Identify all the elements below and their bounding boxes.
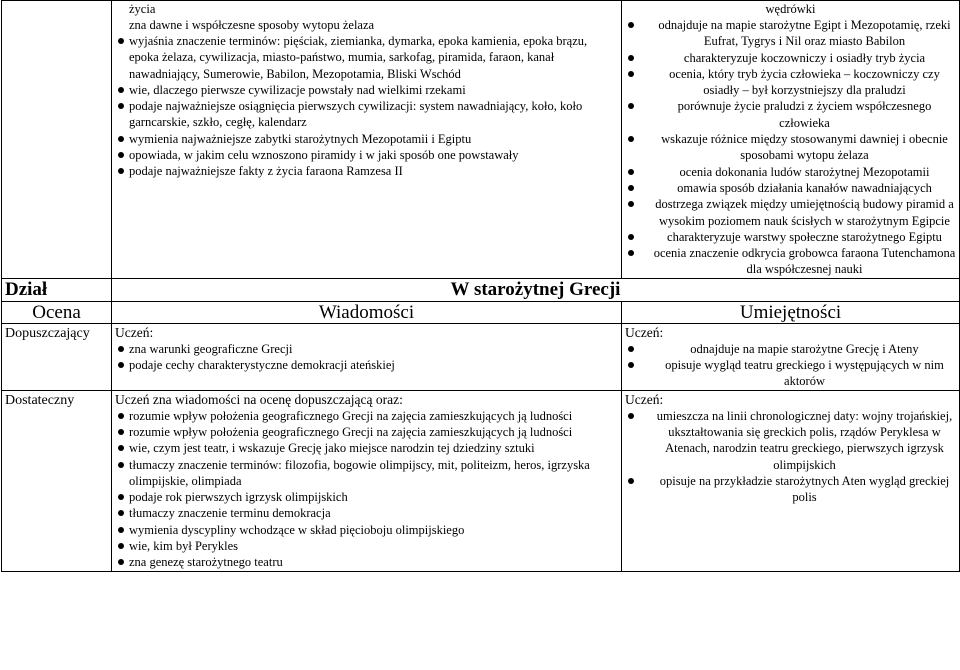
bullet-icon bbox=[628, 22, 634, 28]
continuation-label-cell bbox=[2, 1, 112, 279]
bullet-icon bbox=[118, 168, 124, 174]
section-row bbox=[2, 278, 960, 301]
lead-line: Uczeń zna wiadomości na ocenę dopuszczającą oraz: bbox=[115, 391, 403, 407]
list-item: wskazuje różnice między stosowanymi dawniej i obecnie sposobami wytopu żelaza bbox=[625, 131, 956, 164]
bullet-icon bbox=[118, 413, 124, 419]
requirements-table bbox=[1, 0, 960, 572]
lead-line: życia bbox=[129, 2, 156, 16]
list-item: ocenia dokonania ludów starożytnej Mezopotamii bbox=[625, 164, 956, 180]
bullet-icon bbox=[628, 413, 634, 419]
bullet-icon bbox=[628, 346, 634, 352]
bullet-icon bbox=[628, 71, 634, 77]
bullet-icon bbox=[118, 152, 124, 158]
bullet-icon bbox=[118, 462, 124, 468]
bullet-icon bbox=[118, 38, 124, 44]
list-item: podaje cechy charakterystyczne demokracji ateńskiej bbox=[115, 357, 618, 373]
lead-line: wędrówki bbox=[765, 2, 816, 16]
list-item: wymienia najważniejsze zabytki starożytnych Mezopotamii i Egiptu bbox=[115, 131, 618, 147]
bullet-icon bbox=[628, 478, 634, 484]
bullet-icon bbox=[118, 445, 124, 451]
grade-row-dopuszczajacy bbox=[2, 323, 960, 390]
grade-label: Dostateczny bbox=[2, 390, 112, 571]
list-item: charakteryzuje warstwy społeczne starożytnego Egiptu bbox=[625, 229, 956, 245]
list-item: zna warunki geograficzne Grecji bbox=[115, 341, 618, 357]
list-item: podaje najważniejsze osiągnięcia pierwszych cywilizacji: system nawadniający, koło, koło garncarskie, szkło, cegłę, kalendarz bbox=[115, 98, 618, 131]
list-item: odnajduje na mapie starożytne Egipt i Mezopotamię, rzeki Eufrat, Tygrys i Nil oraz miasto Babilon bbox=[625, 17, 956, 50]
bullet-icon bbox=[118, 543, 124, 549]
bullet-icon bbox=[118, 527, 124, 533]
list-item: omawia sposób działania kanałów nawadniających bbox=[625, 180, 956, 196]
list-item: tłumaczy znaczenie terminu demokracja bbox=[115, 505, 618, 521]
bullet-icon bbox=[628, 103, 634, 109]
list-item: opisuje na przykładzie starożytnych Aten wygląd greckiej polis bbox=[625, 473, 956, 506]
bullet-icon bbox=[118, 136, 124, 142]
list-item: wyjaśnia znaczenie terminów: pięściak, ziemianka, dymarka, epoka kamienia, epoka brązu, epoka żelaza, cywilizacja, miasto-państwo, mumia, sarkofag, piramida, faraon, kanał nawadniający, Sumerowie, Babilon, Mezopotamia, Bliski Wschód bbox=[115, 33, 618, 82]
bullet-icon bbox=[628, 234, 634, 240]
skills-cell bbox=[622, 323, 960, 390]
list-item: wie, czym jest teatr, i wskazuje Grecję jako miejsce narodzin tej dziedziny sztuki bbox=[115, 440, 618, 456]
list-item: umieszcza na linii chronologicznej daty: wojny trojańskiej, ukształtowania się greckich polis, rządów Peryklesa w Atenach, narodzin teatru greckiego, pierwszych igrzysk olimpijskich bbox=[625, 408, 956, 473]
continuation-row bbox=[2, 1, 960, 279]
list-item: odnajduje na mapie starożytne Grecję i Ateny bbox=[625, 341, 956, 357]
bullet-icon bbox=[118, 429, 124, 435]
bullet-icon bbox=[118, 559, 124, 565]
bullet-icon bbox=[118, 494, 124, 500]
list-item: dostrzega związek między umiejętnością budowy piramid a wysokim poziomem nauk ścisłych w starożytnym Egipcie bbox=[625, 196, 956, 229]
knowledge-cell bbox=[112, 323, 622, 390]
bullet-icon bbox=[118, 362, 124, 368]
bullet-icon bbox=[118, 87, 124, 93]
list-item: zna genezę starożytnego teatru bbox=[115, 554, 618, 570]
bullet-icon bbox=[118, 346, 124, 352]
header-row bbox=[2, 301, 960, 323]
section-title: W starożytnej Grecji bbox=[112, 278, 960, 301]
bullet-icon bbox=[628, 55, 634, 61]
list-item: wymienia dyscypliny wchodzące w skład pięcioboju olimpijskiego bbox=[115, 522, 618, 538]
section-label: Dział bbox=[2, 278, 112, 301]
grade-row-dostateczny bbox=[2, 390, 960, 571]
lead-line: Uczeń: bbox=[115, 324, 154, 340]
list-item: podaje rok pierwszych igrzysk olimpijskich bbox=[115, 489, 618, 505]
bullet-icon bbox=[118, 510, 124, 516]
continuation-skills-cell bbox=[622, 1, 960, 279]
list-item: podaje najważniejsze fakty z życia faraona Ramzesa II bbox=[115, 163, 618, 179]
list-item: rozumie wpływ położenia geograficznego Grecji na zajęcia zamieszkujących ją ludności bbox=[115, 424, 618, 440]
header-wiadomosci: Wiadomości bbox=[112, 301, 622, 323]
skills-cell bbox=[622, 390, 960, 571]
list-item: wie, dlaczego pierwsze cywilizacje powstały nad wielkimi rzekami bbox=[115, 82, 618, 98]
lead-line: Uczeń: bbox=[625, 324, 664, 340]
header-umiejetnosci: Umiejętności bbox=[622, 301, 960, 323]
list-item: opisuje wygląd teatru greckiego i występujących w nim aktorów bbox=[625, 357, 956, 390]
bullet-icon bbox=[628, 250, 634, 256]
list-item: ocenia, który tryb życia człowieka – koczowniczy czy osiadły – był korzystniejszy dla praludzi bbox=[625, 66, 956, 99]
bullet-icon bbox=[628, 136, 634, 142]
bullet-icon bbox=[628, 362, 634, 368]
knowledge-cell bbox=[112, 390, 622, 571]
list-item: rozumie wpływ położenia geograficznego Grecji na zajęcia zamieszkujących ją ludności bbox=[115, 408, 618, 424]
list-item: charakteryzuje koczowniczy i osiadły tryb życia bbox=[625, 50, 956, 66]
continuation-knowledge-cell bbox=[112, 1, 622, 279]
list-item: tłumaczy znaczenie terminów: filozofia, bogowie olimpijscy, mit, politeizm, heros, igrzyska olimpijskie, olimpiada bbox=[115, 457, 618, 490]
list-item: wie, kim był Perykles bbox=[115, 538, 618, 554]
bullet-icon bbox=[628, 201, 634, 207]
list-item: porównuje życie praludzi z życiem współczesnego człowieka bbox=[625, 98, 956, 131]
bullet-icon bbox=[118, 103, 124, 109]
header-ocena: Ocena bbox=[2, 301, 112, 323]
list-item: ocenia znaczenie odkrycia grobowca faraona Tutenchamona dla współczesnej nauki bbox=[625, 245, 956, 278]
bullet-icon bbox=[628, 185, 634, 191]
list-item: opowiada, w jakim celu wznoszono piramidy i w jaki sposób one powstawały bbox=[115, 147, 618, 163]
lead-line: Uczeń: bbox=[625, 391, 664, 407]
grade-label: Dopuszczający bbox=[2, 323, 112, 390]
bullet-icon bbox=[628, 169, 634, 175]
lead-line: zna dawne i współczesne sposoby wytopu żelaza bbox=[129, 18, 375, 32]
